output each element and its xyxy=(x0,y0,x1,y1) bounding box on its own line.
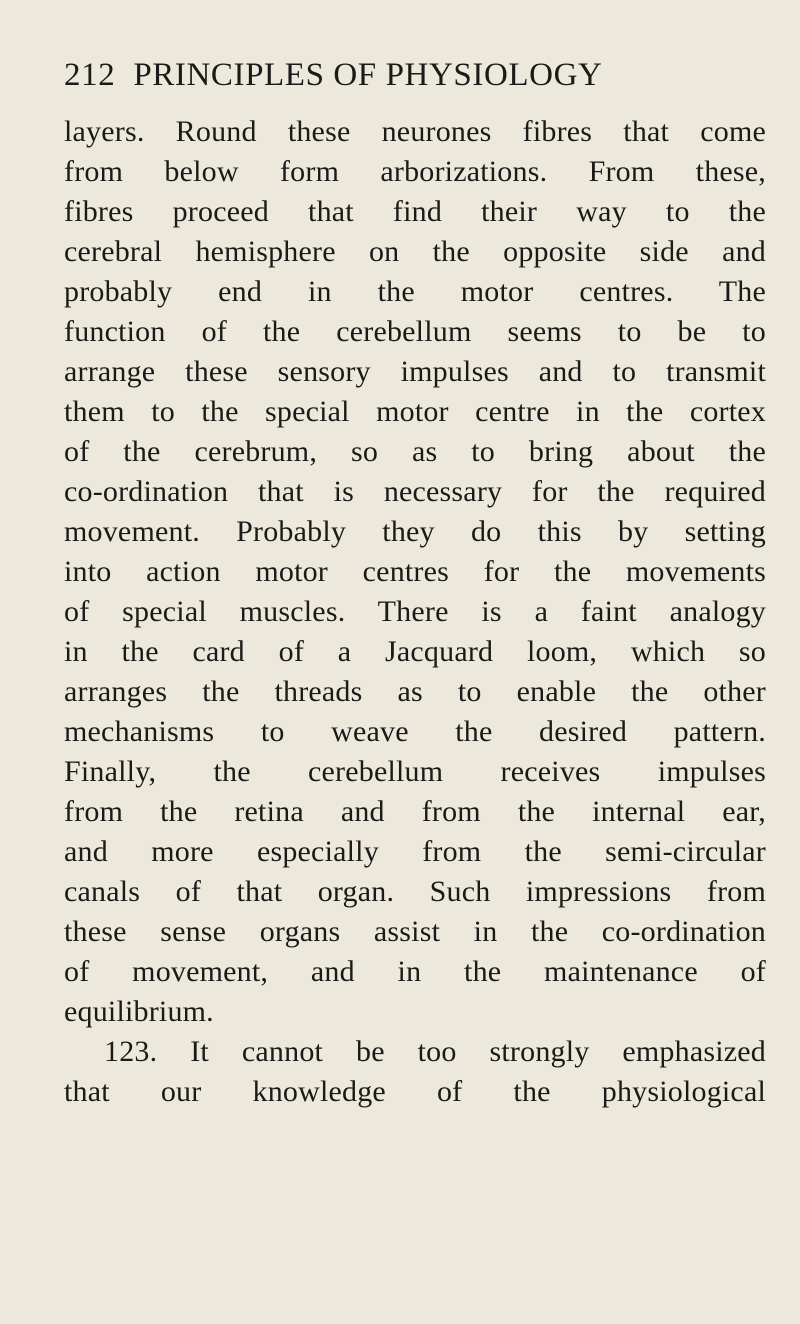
text-line: of the cerebrum, so as to bring about the xyxy=(64,435,766,468)
text-line: mechanisms to weave the desired pattern. xyxy=(64,715,766,748)
text-line: arrange these sensory impulses and to transmit xyxy=(64,355,766,388)
section-start-line: 123. It cannot be too strongly emphasized xyxy=(104,1035,766,1068)
text-line: them to the special motor centre in the cortex xyxy=(64,395,766,428)
text-line: co-ordination that is necessary for the required xyxy=(64,475,766,508)
text-line: these sense organs assist in the co-ordination xyxy=(64,915,766,948)
text-line: layers. Round these neurones fibres that come xyxy=(64,115,766,148)
text-line: movement. Probably they do this by setting xyxy=(64,515,766,548)
body-text xyxy=(64,112,766,1112)
text-line: in the card of a Jacquard loom, which so xyxy=(64,635,766,668)
text-line: canals of that organ. Such impressions from xyxy=(64,875,766,908)
text-line: probably end in the motor centres. The xyxy=(64,275,766,308)
text-line: of special muscles. There is a faint analogy xyxy=(64,595,766,628)
running-head xyxy=(64,50,764,100)
text-line: Finally, the cerebellum receives impulses xyxy=(64,755,766,788)
text-line: into action motor centres for the movements xyxy=(64,555,766,588)
paragraph-last-line: equilibrium. xyxy=(64,995,214,1028)
text-line: of movement, and in the maintenance of xyxy=(64,955,766,988)
running-title: PRINCIPLES OF PHYSIOLOGY xyxy=(133,56,603,93)
text-line: fibres proceed that find their way to the xyxy=(64,195,766,228)
text-line: from below form arborizations. From these, xyxy=(64,155,766,188)
text-line: from the retina and from the internal ear, xyxy=(64,795,766,828)
text-line: that our knowledge of the physiological xyxy=(64,1075,766,1108)
page-number: 212 xyxy=(64,56,116,93)
text-line: arranges the threads as to enable the other xyxy=(64,675,766,708)
text-line: function of the cerebellum seems to be to xyxy=(64,315,766,348)
text-line: and more especially from the semi-circular xyxy=(64,835,766,868)
text-line: cerebral hemisphere on the opposite side and xyxy=(64,235,766,268)
